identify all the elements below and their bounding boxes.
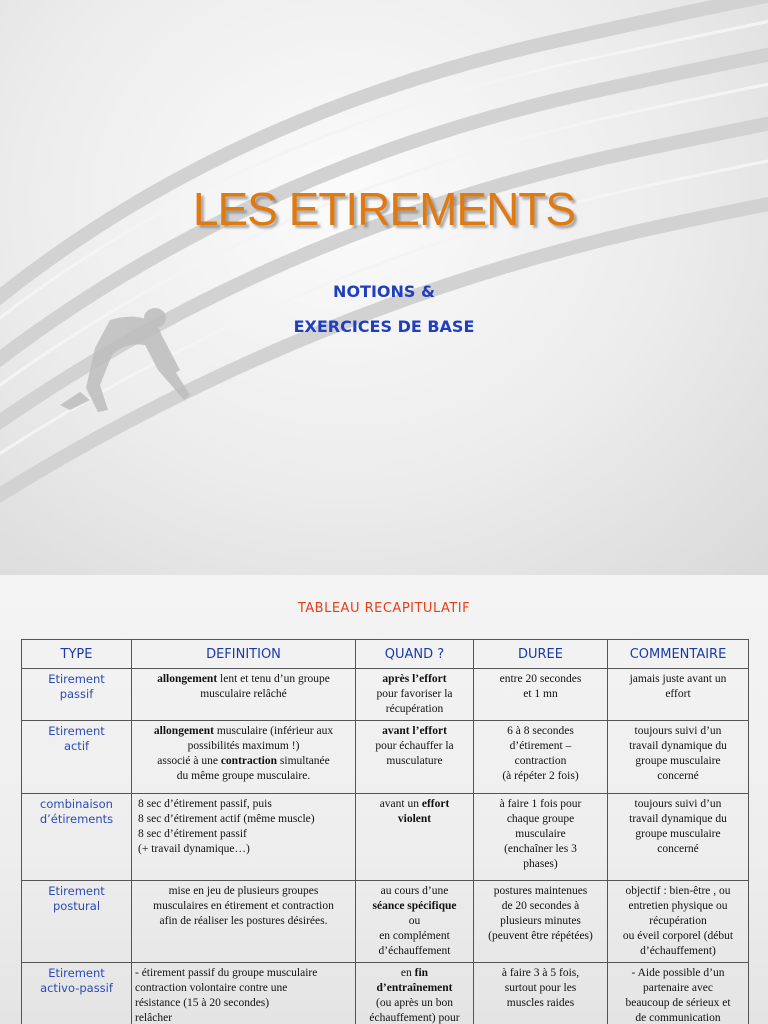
cell-text: (+ travail dynamique…): [138, 843, 250, 855]
cell-line: [359, 754, 470, 769]
cell-line: (enchaîner les 3: [504, 843, 577, 855]
cell-definition: [132, 721, 356, 794]
cell-type: [22, 669, 132, 721]
cell-text: musculaires en étirement et contraction: [153, 900, 334, 912]
header-commentaire: COMMENTAIRE: [608, 640, 749, 669]
summary-table: [21, 639, 749, 1024]
table-row: [22, 721, 749, 794]
cell-line: [359, 944, 470, 959]
cell-text: résistance (15 à 20 secondes): [135, 997, 270, 1009]
cell-line: entretien physique ou: [628, 900, 728, 912]
cell-type: [22, 794, 132, 881]
cell-text: - étirement passif du groupe musculaire: [135, 967, 318, 979]
cell-line: [359, 899, 470, 914]
cell-text: musculaire (inférieur aux: [213, 725, 334, 737]
cell-text: avant l’effort: [382, 725, 447, 737]
cell-line: partenaire avec: [643, 982, 713, 994]
cell-line: [135, 884, 352, 899]
cell-duree: [474, 721, 608, 794]
cell-duree: [474, 669, 608, 721]
cell-line: [135, 1011, 352, 1024]
cell-definition: [132, 669, 356, 721]
table-slide: [0, 575, 768, 1024]
table-row: [22, 669, 749, 721]
cell-text: fin: [414, 967, 429, 979]
cell-text: associé à une: [157, 755, 221, 767]
cell-text: après l’effort: [382, 673, 447, 685]
cell-line: beaucoup de sérieux et: [625, 997, 731, 1009]
cell-line: [359, 812, 470, 827]
cell-duree: [474, 963, 608, 1024]
cell-line: [359, 702, 470, 717]
cell-line: [359, 884, 470, 899]
cell-text: 8 sec d’étirement actif (même muscle): [138, 813, 315, 825]
cell-text: d’entraînement: [376, 982, 453, 994]
cell-definition: [132, 963, 356, 1024]
cell-line: [135, 769, 352, 784]
cell-line: combinaison: [40, 797, 113, 811]
cell-line: groupe musculaire: [635, 755, 721, 767]
cell-line: [135, 899, 352, 914]
cell-line: [135, 724, 352, 739]
cell-line: passif: [59, 687, 94, 701]
cell-line: [138, 827, 352, 842]
cell-text: afin de réaliser les postures désirées.: [159, 915, 328, 927]
cell-duree: [474, 794, 608, 881]
cell-definition: [132, 881, 356, 963]
cell-line: Etirement: [48, 672, 105, 686]
cell-line: [135, 754, 352, 769]
cell-line: musculaire: [515, 828, 566, 840]
cell-line: surtout pour les: [504, 982, 577, 994]
cell-line: Etirement: [48, 884, 105, 898]
table-row: [22, 963, 749, 1024]
cell-text: (ou après un bon: [376, 997, 453, 1009]
cell-commentaire: [608, 881, 749, 963]
slide-title: LES ETIREMENTS: [192, 183, 576, 235]
cell-text: en: [400, 967, 415, 979]
cell-commentaire: [608, 794, 749, 881]
cell-text: mise en jeu de plusieurs groupes: [168, 885, 319, 897]
cell-type: [22, 963, 132, 1024]
cell-text: récupération: [385, 703, 444, 715]
cell-line: contraction: [514, 755, 567, 767]
cell-text: violent: [397, 813, 432, 825]
cell-line: [135, 914, 352, 929]
cell-line: [359, 914, 470, 929]
cell-line: [138, 797, 352, 812]
cell-line: Etirement: [48, 724, 105, 738]
cell-line: actif: [63, 739, 90, 753]
cell-text: échauffement) pour: [369, 1012, 460, 1024]
cell-line: - Aide possible d’un: [631, 967, 725, 979]
cell-quand: [356, 881, 474, 963]
cell-line: Etirement: [48, 966, 105, 980]
cell-text: contraction: [220, 755, 278, 767]
cell-line: 6 à 8 secondes: [507, 725, 574, 737]
cell-text: pour favoriser la: [376, 688, 453, 700]
cell-line: [359, 1011, 470, 1024]
cell-line: [138, 812, 352, 827]
cell-text: 8 sec d’étirement passif: [138, 828, 247, 840]
cell-line: [359, 966, 470, 981]
cell-line: de communication: [635, 1012, 721, 1024]
cell-text: effort: [421, 798, 450, 810]
cell-line: [359, 724, 470, 739]
cell-line: [135, 996, 352, 1011]
cell-line: plusieurs minutes: [500, 915, 581, 927]
cell-line: ou éveil corporel (début: [622, 930, 734, 942]
cell-line: [359, 981, 470, 996]
cell-text: musculaire relâché: [200, 688, 287, 700]
cell-text: allongement: [157, 673, 218, 685]
cell-line: groupe musculaire: [635, 828, 721, 840]
cell-line: entre 20 secondes: [499, 673, 582, 685]
cell-line: [138, 842, 352, 857]
cell-text: d’échauffement: [378, 945, 451, 957]
cell-text: séance spécifique: [372, 900, 457, 912]
cell-line: d’étirement –: [509, 740, 572, 752]
cell-line: de 20 secondes à: [501, 900, 580, 912]
cell-line: [359, 797, 470, 812]
cell-line: à faire 1 fois pour: [499, 798, 582, 810]
table-title: TABLEAU RECAPITULATIF: [297, 601, 471, 616]
cell-line: [135, 981, 352, 996]
cell-line: d’étirements: [39, 812, 114, 826]
header-type: TYPE: [22, 640, 132, 669]
cell-quand: [356, 794, 474, 881]
cell-line: d’échauffement): [640, 945, 716, 957]
cell-line: travail dynamique du: [629, 740, 727, 752]
cell-quand: [356, 721, 474, 794]
cell-line: [359, 929, 470, 944]
cell-line: chaque groupe: [506, 813, 575, 825]
cell-quand: [356, 963, 474, 1024]
cell-text: relâcher: [135, 1012, 173, 1024]
cell-line: activo-passif: [40, 981, 113, 995]
cell-line: effort: [665, 688, 691, 700]
cell-line: à faire 3 à 5 fois,: [501, 967, 580, 979]
cell-line: [135, 739, 352, 754]
cell-line: concerné: [657, 770, 699, 782]
cell-text: possibilités maximum !): [187, 740, 300, 752]
cell-definition: [132, 794, 356, 881]
cell-text: simultanée: [277, 755, 330, 767]
cell-text: du même groupe musculaire.: [176, 770, 311, 782]
cell-type: [22, 881, 132, 963]
cell-text: musculature: [386, 755, 443, 767]
header-quand: QUAND ?: [356, 640, 474, 669]
table-row: [22, 881, 749, 963]
cell-text: lent et tenu d’un groupe: [217, 673, 330, 685]
cell-line: récupération: [649, 915, 707, 927]
cell-line: toujours suivi d’un: [634, 725, 722, 737]
cell-quand: [356, 669, 474, 721]
cell-line: muscles raides: [506, 997, 575, 1009]
header-definition: DEFINITION: [132, 640, 356, 669]
cell-line: phases): [523, 858, 558, 870]
cell-type: [22, 721, 132, 794]
cell-text: ou: [408, 915, 421, 927]
cell-duree: [474, 881, 608, 963]
cell-line: objectif : bien-être , ou: [625, 885, 731, 897]
cell-line: (peuvent être répétées): [488, 930, 593, 942]
cell-text: 8 sec d’étirement passif, puis: [138, 798, 272, 810]
cell-text: pour échauffer la: [375, 740, 454, 752]
cell-line: [135, 687, 352, 702]
cell-line: toujours suivi d’un: [634, 798, 722, 810]
cell-commentaire: [608, 669, 749, 721]
cell-line: [359, 687, 470, 702]
subtitle-line-2: EXERCICES DE BASE: [293, 317, 475, 336]
subtitle-line-1: NOTIONS &: [333, 282, 435, 301]
cell-line: (à répéter 2 fois): [502, 770, 579, 782]
cell-line: postural: [52, 899, 101, 913]
cell-commentaire: [608, 963, 749, 1024]
cell-line: [359, 672, 470, 687]
table-row: [22, 794, 749, 881]
cell-line: [135, 966, 352, 981]
cell-text: en complément: [379, 930, 450, 942]
cell-line: postures maintenues: [493, 885, 588, 897]
cell-line: travail dynamique du: [629, 813, 727, 825]
cell-commentaire: [608, 721, 749, 794]
cell-text: contraction volontaire contre une: [135, 982, 288, 994]
header-duree: DUREE: [474, 640, 608, 669]
cell-text: au cours d’une: [380, 885, 449, 897]
cell-line: [359, 996, 470, 1011]
cell-line: jamais juste avant un: [629, 673, 727, 685]
cell-text: avant un: [379, 798, 422, 810]
cell-line: [359, 739, 470, 754]
cell-line: et 1 mn: [523, 688, 558, 700]
cell-line: concerné: [657, 843, 699, 855]
table-header-row: [22, 640, 749, 669]
cell-line: [135, 672, 352, 687]
cell-text: allongement: [153, 725, 214, 737]
